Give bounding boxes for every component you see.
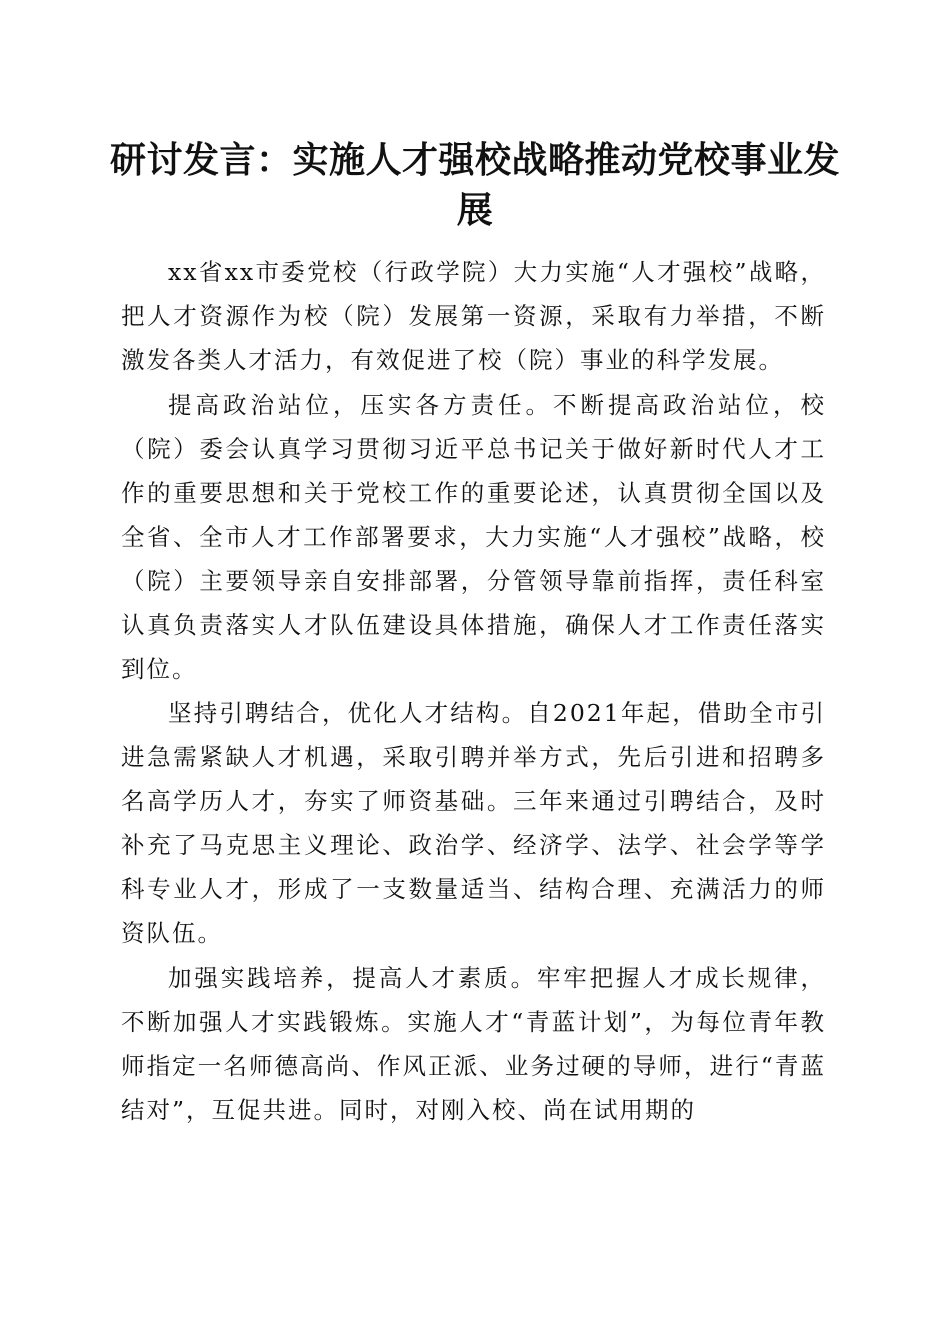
document-title: 研讨发言：实施人才强校战略推动党校事业发展 [110,139,841,231]
document-body [121,250,826,1132]
paragraph-political-position: 提高政治站位，压实各方责任。不断提高政治站位，校（院）委会认真学习贯彻习近平总书记关于做好新时代人才工作的重要思想和关于党校工作的重要论述，认真贯彻全国以及全省、全市人才工作部署要求，大力实施“人才强校”战略，校（院）主要领导亲自安排部署，分管领导靠前指挥，责任科室认真负责落实人才队伍建设具体措施，确保人才工作责任落实到位。 [121,390,826,683]
paragraph-recruitment: 坚持引聘结合，优化人才结构。自2021年起，借助全市引进急需紧缺人才机遇，采取引聘并举方式，先后引进和招聘多名高学历人才，夯实了师资基础。三年来通过引聘结合，及时补充了马克思主义理论、政治学、经济学、法学、社会学等学科专业人才，形成了一支数量适当、结构合理、充满活力的师资队伍。 [121,699,826,947]
paragraph-practice-training: 加强实践培养，提高人才素质。牢牢把握人才成长规律，不断加强人才实践锻炼。实施人才“青蓝计划”，为每位青年教师指定一名师德高尚、作风正派、业务过硬的导师，进行“青蓝结对”，互促共进。同时，对刚入校、尚在试用期的 [121,963,826,1124]
paragraph-intro: xx省xx市委党校（行政学院）大力实施“人才强校”战略，把人才资源作为校（院）发展第一资源，采取有力举措，不断激发各类人才活力，有效促进了校（院）事业的科学发展。 [121,258,826,374]
